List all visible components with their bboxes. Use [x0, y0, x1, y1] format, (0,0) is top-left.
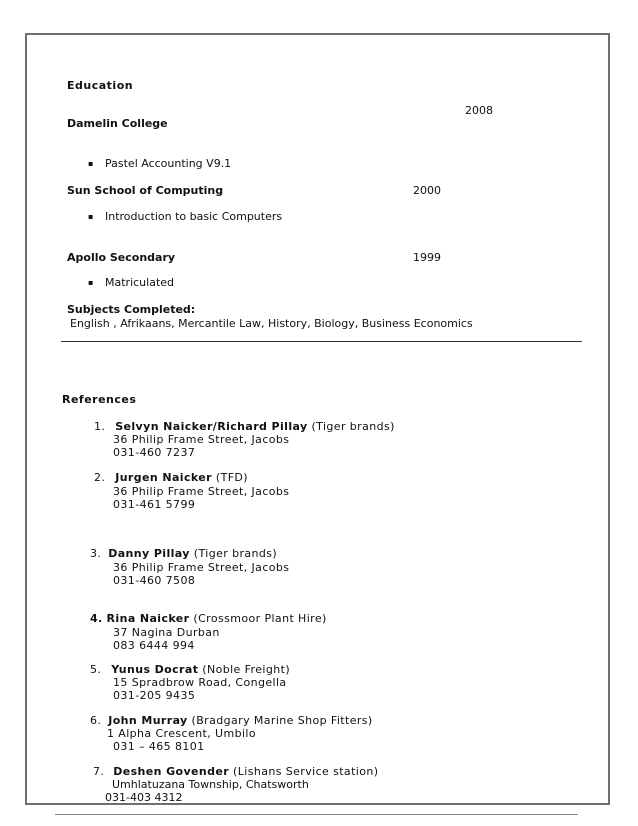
reference-number: 6. [90, 714, 102, 727]
reference-address: 1 Alpha Crescent, Umbilo [107, 727, 257, 740]
reference-name: Deshen Govender [113, 765, 230, 778]
reference-phone: 031-461 5799 [113, 498, 196, 511]
reference-address: 36 Philip Frame Street, Jacobs [113, 561, 290, 574]
reference-name: Rina Naicker [106, 612, 190, 625]
institution-sun-school: Sun School of Computing [67, 184, 224, 197]
institution-damelin: Damelin College [67, 117, 168, 130]
education-heading: Education [67, 79, 134, 92]
reference-company: (Tiger brands) [193, 547, 278, 560]
reference-phone: 031-460 7237 [113, 446, 196, 459]
course-item: Pastel Accounting V9.1 [105, 157, 232, 170]
reference-phone: 083 6444 994 [113, 639, 195, 652]
subjects-list: English , Afrikaans, Mercantile Law, History, Biology, Business Economics [70, 317, 473, 330]
reference-phone: 031 – 465 8101 [113, 740, 205, 753]
course-item: Matriculated [105, 276, 175, 289]
year-sun-school: 2000 [413, 184, 441, 197]
reference-name: Jurgen Naicker [115, 471, 212, 484]
reference-number: 3. [90, 547, 102, 560]
reference-address: 37 Nagina Durban [113, 626, 220, 639]
bullet-icon: ▪ [88, 278, 94, 287]
references-heading: References [62, 393, 137, 406]
reference-company: (Crossmoor Plant Hire) [193, 612, 327, 625]
reference-name: Selvyn Naicker/Richard Pillay [115, 420, 308, 433]
footer-line [55, 814, 578, 815]
institution-apollo: Apollo Secondary [67, 251, 176, 264]
reference-number: 7. [93, 765, 105, 778]
reference-address: 15 Spradbrow Road, Congella [113, 676, 287, 689]
reference-phone: 031-205 9435 [113, 689, 196, 702]
reference-company: (Lishans Service station) [233, 765, 379, 778]
reference-name: Danny Pillay [108, 547, 190, 560]
subjects-heading: Subjects Completed: [67, 303, 196, 316]
bullet-icon: ▪ [88, 159, 94, 168]
year-apollo: 1999 [413, 251, 441, 264]
reference-phone: 031-403 4312 [105, 791, 183, 804]
reference-number: 4. [90, 612, 103, 625]
reference-address: 36 Philip Frame Street, Jacobs [113, 485, 290, 498]
reference-address: Umhlatuzana Township, Chatsworth [112, 778, 309, 791]
section-divider [61, 341, 582, 342]
reference-company: (Bradgary Marine Shop Fitters) [191, 714, 373, 727]
course-item: Introduction to basic Computers [105, 210, 283, 223]
year-damelin: 2008 [465, 104, 493, 117]
reference-number: 1. [94, 420, 106, 433]
reference-company: (TFD) [215, 471, 248, 484]
reference-number: 5. [90, 663, 102, 676]
reference-number: 2. [94, 471, 106, 484]
bullet-icon: ▪ [88, 212, 94, 221]
reference-company: (Noble Freight) [202, 663, 291, 676]
reference-address: 36 Philip Frame Street, Jacobs [113, 433, 290, 446]
reference-name: Yunus Docrat [111, 663, 199, 676]
reference-name: John Murray [108, 714, 188, 727]
reference-company: (Tiger brands) [311, 420, 395, 433]
reference-phone: 031-460 7508 [113, 574, 196, 587]
